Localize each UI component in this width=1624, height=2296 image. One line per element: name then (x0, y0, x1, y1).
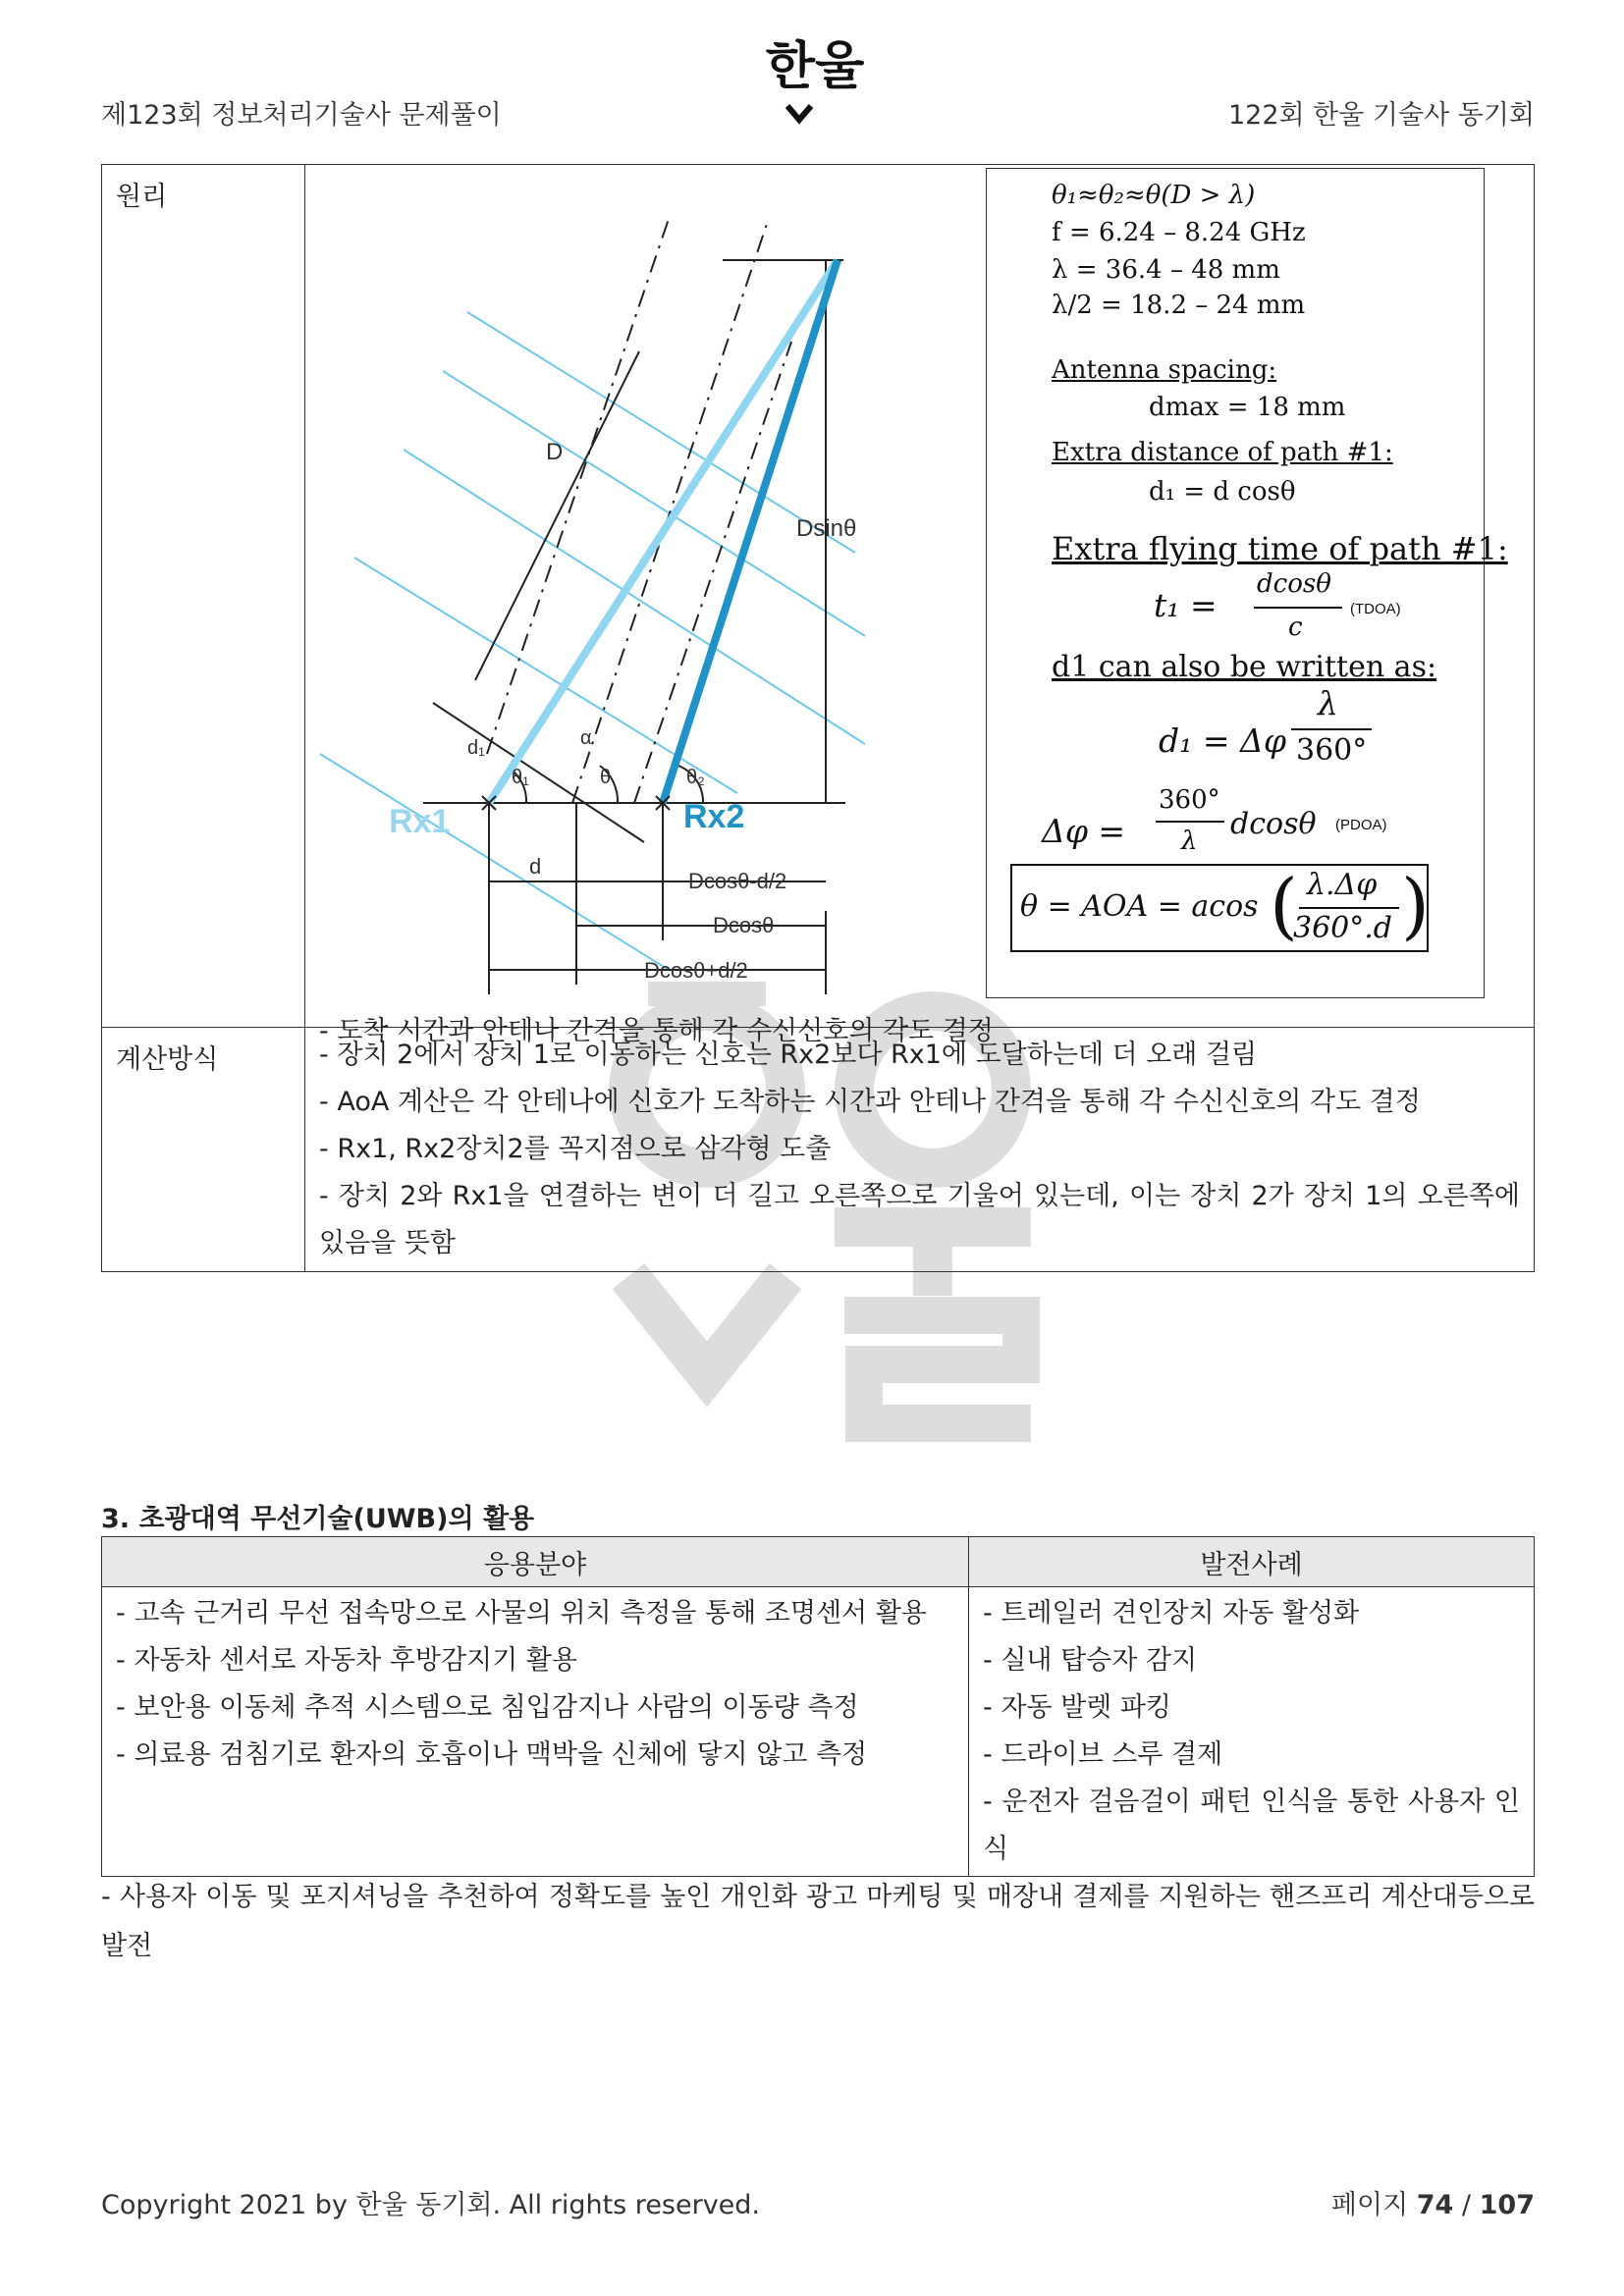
d1-alt-label: d1 can also be written as: (1052, 650, 1437, 684)
application-item: - 보안용 이동체 추적 시스템으로 침입감지나 사람의 이동량 측정 (116, 1692, 859, 1723)
formula-theta-approx: θ₁≈θ₂≈θ(D > λ) (1052, 181, 1256, 210)
row-label-principle: 원리 (102, 165, 305, 1028)
uwb-table (101, 1536, 1535, 1877)
cases-cell (969, 1587, 1535, 1877)
calc-line: - 장치 2와 Rx1을 연결하는 변이 더 길고 오른쪽으로 기울어 있는데, 이는 장치 2가 장치 1의 오른쪽에 있음을 뜻함 (319, 1181, 1520, 1258)
formula-box (986, 168, 1508, 998)
calculation-content (305, 1028, 1535, 1272)
tdoa-note: (TDOA) (1350, 601, 1401, 617)
wavefront-line (320, 754, 669, 970)
logo-text: 한울 (766, 37, 864, 96)
wavefront-line (404, 450, 865, 744)
extra-distance-label: Extra distance of path #1: (1052, 438, 1393, 467)
label-alpha: α (580, 727, 592, 749)
ray-dashdot (572, 224, 767, 803)
header-title: 제123회 정보처리기술사 문제풀이 (101, 100, 502, 131)
page-separator: / (1461, 2190, 1472, 2220)
col-header-cases: 발전사례 (969, 1537, 1535, 1587)
page-total: 107 (1479, 2190, 1535, 2220)
d1-alt-lhs: d₁ = Δφ (1159, 721, 1286, 760)
page-current: 74 (1416, 2190, 1454, 2220)
principle-content (305, 165, 1535, 1046)
calc-line: - Rx1, Rx2장치2를 꼭지점으로 삼각형 도출 (319, 1134, 832, 1164)
dmax-value: dmax = 18 mm (1149, 393, 1346, 422)
aoa-fraction-bar (1299, 907, 1399, 909)
row-label-calculation: 계산방식 (102, 1028, 305, 1272)
case-item: - 드라이브 스루 결제 (983, 1739, 1223, 1770)
dphi-lhs: Δφ = (1042, 812, 1126, 850)
extra-flying-time-label: Extra flying time of path #1: (1052, 530, 1508, 567)
rx1-beam (489, 260, 838, 803)
antenna-spacing-label: Antenna spacing: (1052, 355, 1277, 385)
aoa-left-paren: ( (1270, 864, 1298, 948)
label-theta1: θ₁ (512, 767, 529, 788)
t1-numerator: dcosθ (1257, 569, 1331, 599)
label-rx2: Rx2 (683, 798, 745, 835)
label-d: d (529, 854, 542, 879)
label-d1: d₁ (467, 737, 485, 759)
application-item: - 고속 근거리 무선 접속망으로 사물의 위치 측정을 통해 조명센서 활용 (116, 1598, 927, 1629)
dphi-numerator: 360° (1159, 785, 1220, 815)
d1-alt-numerator: λ (1318, 684, 1338, 722)
principle-table (101, 164, 1535, 1272)
footer-copyright: Copyright 2021 by 한울 동기회. All rights reserved. (101, 2190, 761, 2220)
case-item: - 자동 발렛 파킹 (983, 1692, 1171, 1723)
label-rx1: Rx1 (389, 803, 451, 840)
header-group: 122회 한울 기술사 동기회 (1227, 100, 1535, 131)
hanul-logo (766, 29, 864, 128)
application-item: - 의료용 검침기로 환자의 호흡이나 맥박을 신체에 닿지 않고 측정 (116, 1739, 868, 1770)
label-dcos-minus: Dcosθ-d/2 (688, 869, 787, 893)
t1-denominator: c (1288, 613, 1303, 642)
aoa-denominator: 360°.d (1293, 911, 1393, 945)
label-theta: θ (600, 767, 612, 788)
case-item: - 운전자 걸음걸이 패턴 인식을 통한 사용자 인식 (983, 1787, 1520, 1864)
page-label: 페이지 (1330, 2190, 1409, 2220)
calc-line: - AoA 계산은 각 안테나에 신호가 도착하는 시간과 안테나 간격을 통해 각 수신신호의 각도 결정 (319, 1087, 1421, 1117)
pdoa-note: (PDOA) (1335, 817, 1387, 833)
aoa-formula-box (1010, 864, 1429, 952)
ray-dashdot (634, 342, 791, 803)
page-number (1331, 2183, 1535, 2221)
d1-formula: d₁ = d cosθ (1149, 477, 1296, 507)
label-Dsin: Dsinθ (796, 515, 857, 542)
calc-line: - 장치 2에서 장치 1로 이동하는 신호는 Rx2보다 Rx1에 도달하는데 더 오래 걸림 (319, 1040, 1258, 1070)
aoa-right-paren: ) (1401, 864, 1430, 948)
section-title: 3. 초광대역 무선기술(UWB)의 활용 (101, 1504, 535, 1534)
case-item: - 트레일러 견인장치 자동 활성화 (983, 1598, 1360, 1629)
formula-half-wavelength: λ/2 = 18.2 – 24 mm (1052, 291, 1306, 320)
dphi-denominator: λ (1181, 827, 1198, 856)
aoa-diagram (305, 165, 875, 994)
aoa-lhs: θ = AOA = acos (1020, 889, 1259, 924)
d1-alt-denominator: 360° (1296, 733, 1368, 768)
principle-summary: - 도착 시간과 안테나 간격을 통해 각 수신신호의 각도 결정 (319, 1016, 994, 1046)
dphi-fraction-bar (1156, 821, 1224, 823)
application-item: - 자동차 센서로 자동차 후방감지기 활용 (116, 1645, 577, 1676)
label-dcos: Dcosθ (713, 913, 775, 937)
col-header-applications: 응용분야 (102, 1537, 969, 1587)
label-dcos-plus: Dcosθ+d/2 (644, 958, 748, 983)
wavefront-line (443, 371, 865, 636)
aoa-numerator: λ.Δφ (1307, 868, 1378, 902)
case-item: - 실내 탑승자 감지 (983, 1645, 1198, 1676)
d-dimension-line (475, 351, 639, 680)
ray-dashdot (487, 219, 669, 754)
formula-wavelength: λ = 36.4 – 48 mm (1052, 255, 1280, 285)
label-D: D (546, 439, 564, 465)
t1-lhs: t₁ = (1154, 586, 1218, 624)
d1-fraction-bar (1291, 728, 1372, 730)
formula-frequency: f = 6.24 – 8.24 GHz (1052, 218, 1306, 247)
section-conclusion: - 사용자 이동 및 포지셔닝을 추천하여 정확도를 높인 개인화 광고 마케팅 및 매장내 결제를 지원하는 핸즈프리 계산대등으로 발전 (101, 1882, 1535, 1961)
dphi-rhs: dcosθ (1230, 807, 1317, 841)
t1-fraction-bar (1254, 607, 1342, 609)
applications-cell (102, 1587, 969, 1877)
logo-chevron-icon (787, 106, 811, 120)
label-theta2: θ₂ (686, 767, 705, 788)
